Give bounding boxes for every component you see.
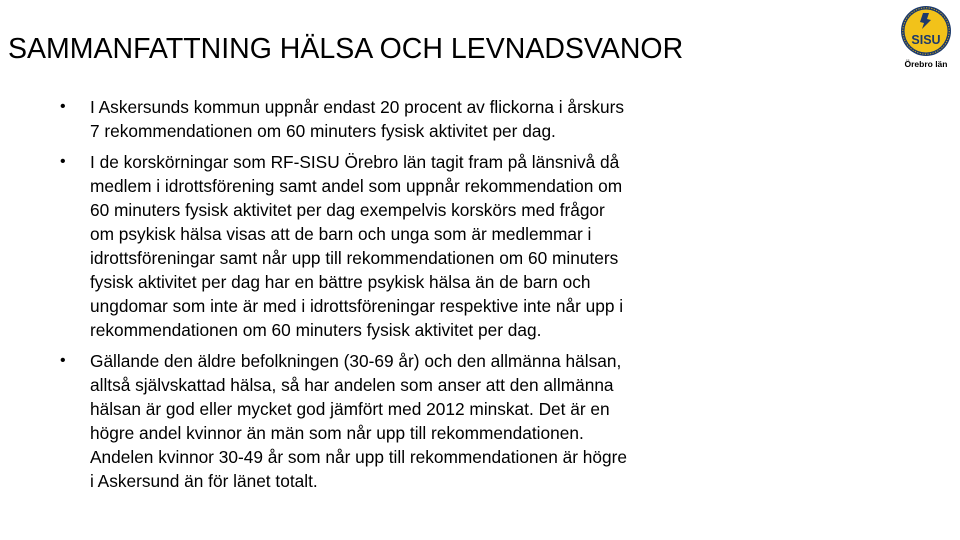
bullet-line: om psykisk hälsa visas att de barn och unga som är medlemmar i [90, 224, 592, 244]
bullet-marker: • [60, 352, 66, 369]
bullet-line: ungdomar som inte är med i idrottsföreningar respektive inte når upp i [90, 296, 624, 316]
bullet-item [60, 150, 720, 342]
slide-title: SAMMANFATTNING HÄLSA OCH LEVNADSVANOR [8, 33, 684, 65]
bullet-list [60, 95, 720, 500]
bullet-line: Gällande den äldre befolkningen (30-69 år) och den allmänna hälsan, [90, 351, 622, 371]
logo-caption: Örebro län [904, 59, 948, 69]
bullet-line: I de korskörningar som RF-SISU Örebro län tagit fram på länsnivå då [90, 152, 620, 172]
bullet-line: högre andel kvinnor än män som når upp till rekommendationen. [90, 423, 584, 443]
bullet-line: hälsan är god eller mycket god jämfört med 2012 minskat. Det är en [90, 399, 610, 419]
bullet-line: i Askersund än för länet totalt. [90, 471, 318, 491]
bullet-line: rekommendationen om 60 minuters fysisk aktivitet per dag. [90, 320, 542, 340]
bullet-line: 60 minuters fysisk aktivitet per dag exempelvis korskörs med frågor [90, 200, 605, 220]
bullet-line: alltså självskattad hälsa, så har andelen som anser att den allmänna [90, 375, 614, 395]
bullet-marker: • [60, 98, 66, 115]
bullet-item [60, 95, 720, 143]
bullet-line: idrottsföreningar samt når upp till rekommendationen om 60 minuters [90, 248, 619, 268]
sisu-emblem-icon [896, 4, 956, 60]
bullet-line: Andelen kvinnor 30-49 år som når upp till rekommendationen är högre [90, 447, 627, 467]
bullet-line: medlem i idrottsförening samt andel som uppnår rekommendation om [90, 176, 623, 196]
bullet-line: fysisk aktivitet per dag har en bättre psykisk hälsa än de barn och [90, 272, 591, 292]
bullet-line: I Askersunds kommun uppnår endast 20 procent av flickorna i årskurs [90, 97, 625, 117]
rf-sisu-logo [896, 4, 956, 74]
bullet-line: 7 rekommendationen om 60 minuters fysisk aktivitet per dag. [90, 121, 556, 141]
bullet-item [60, 349, 720, 493]
logo-wordmark: SISU [911, 33, 941, 47]
bullet-marker: • [60, 153, 66, 170]
